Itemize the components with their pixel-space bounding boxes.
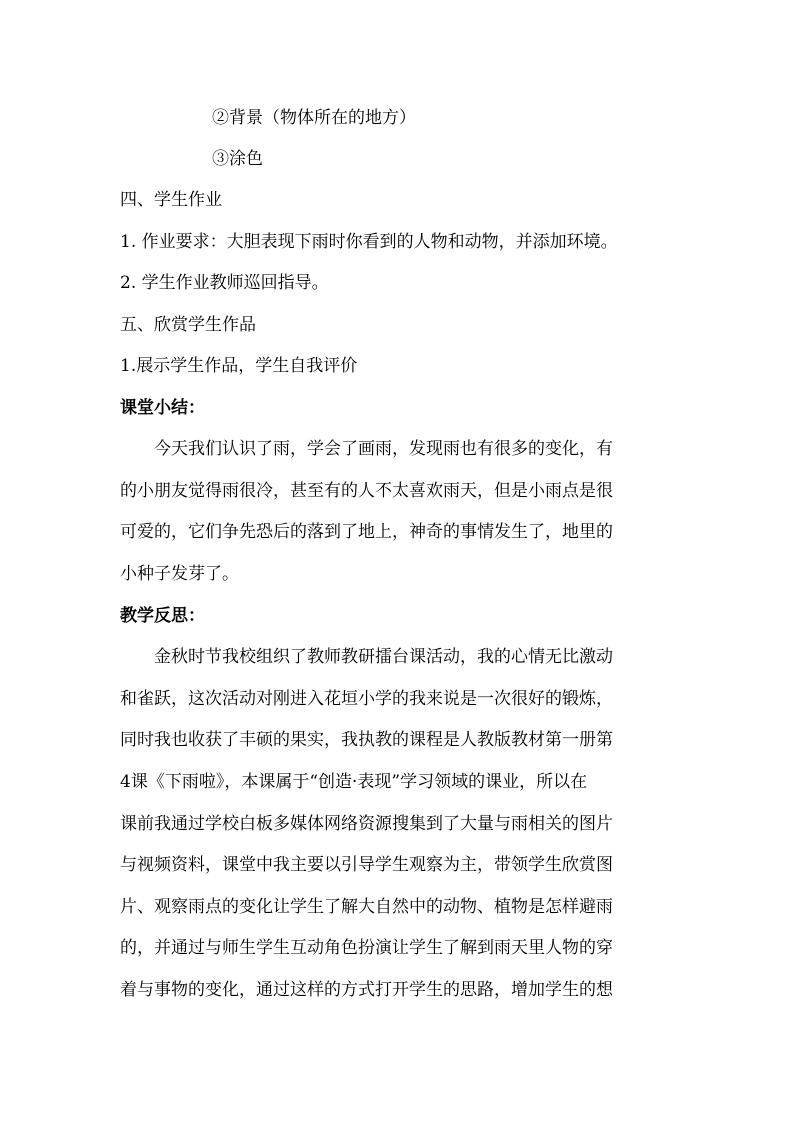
reflection-line: 片、观察雨点的变化让学生了解大自然中的动物、植物是怎样避雨 xyxy=(120,897,613,917)
summary-heading: 课堂小结： xyxy=(120,398,205,418)
reflection-line: 与视频资料，课堂中我主要以引导学生观察为主，带领学生欣赏图 xyxy=(120,855,613,875)
homework-guidance: 2. 学生作业教师巡回指导。 xyxy=(120,273,329,293)
summary-line: 的小朋友觉得雨很冷，甚至有的人不太喜欢雨天，但是小雨点是很 xyxy=(120,481,613,501)
summary-line: 小种子发芽了。 xyxy=(120,564,239,584)
summary-line: 今天我们认识了雨，学会了画雨，发现雨也有很多的变化，有 xyxy=(154,439,613,459)
reflection-line: 着与事物的变化，通过这样的方式打开学生的思路，增加学生的想 xyxy=(120,980,613,1000)
appreciation-item: 1.展示学生作品，学生自我评价 xyxy=(120,356,358,376)
reflection-heading: 教学反思： xyxy=(120,606,205,626)
reflection-line: 同时我也收获了丰硕的果实，我执教的课程是人教版教材第一册第 xyxy=(120,730,613,750)
homework-requirement: 1. 作业要求：大胆表现下雨时你看到的人物和动物，并添加环境。 xyxy=(120,232,618,252)
list-item-coloring: ③涂色 xyxy=(212,149,263,169)
summary-line: 可爱的，它们争先恐后的落到了地上，神奇的事情发生了，地里的 xyxy=(120,522,613,542)
reflection-line: 和雀跃，这次活动对刚进入花垣小学的我来说是一次很好的锻炼， xyxy=(120,689,613,709)
section-heading-appreciation: 五、欣赏学生作品 xyxy=(120,315,256,335)
reflection-line: 金秋时节我校组织了教师教研擂台课活动，我的心情无比激动 xyxy=(154,647,613,667)
section-heading-homework: 四、学生作业 xyxy=(120,190,222,210)
list-item-background: ②背景（物体所在的地方） xyxy=(212,108,416,128)
reflection-line: 4课《下雨啦》，本课属于“创造·表现”学习领域的课业，所以在 xyxy=(120,772,588,792)
reflection-line: 课前我通过学校白板多媒体网络资源搜集到了大量与雨相关的图片 xyxy=(120,814,613,834)
reflection-line: 的，并通过与师生学生互动角色扮演让学生了解到雨天里人物的穿 xyxy=(120,938,613,958)
